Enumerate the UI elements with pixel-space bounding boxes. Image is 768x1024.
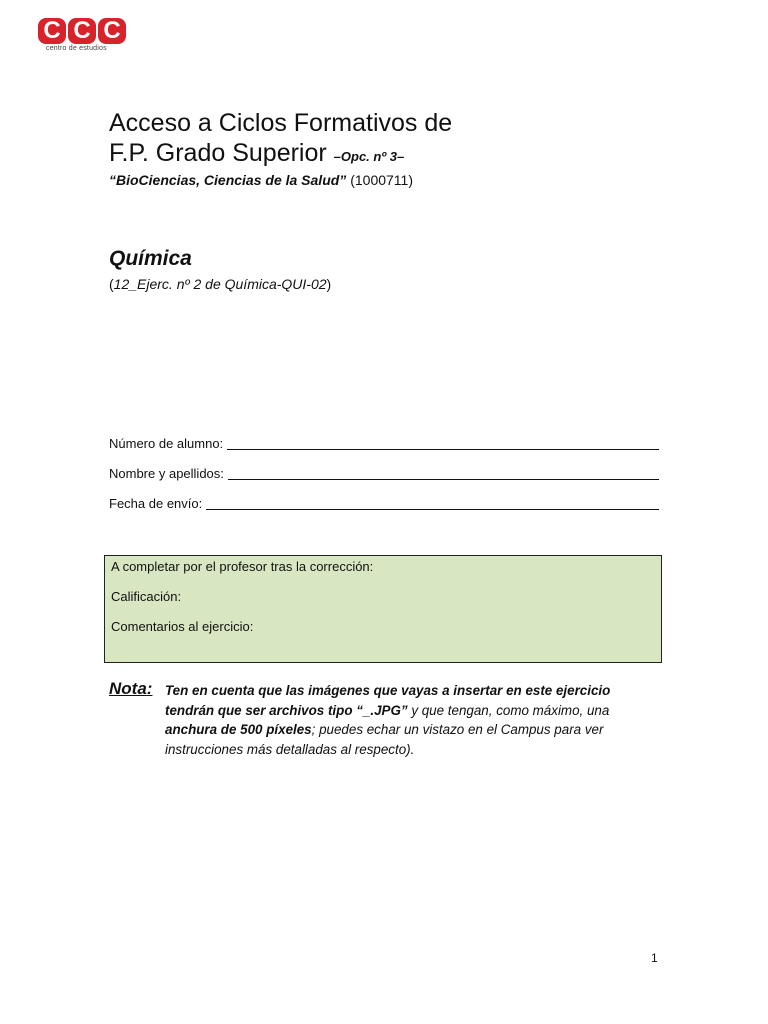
student-number-field[interactable] xyxy=(109,436,659,451)
teacher-grading-box[interactable] xyxy=(104,555,662,663)
note-part-2: y que tengan, como máximo, una xyxy=(407,702,610,718)
page-number: 1 xyxy=(651,951,658,965)
note-label-text: Nota xyxy=(109,679,147,698)
full-name-label: Nombre y apellidos: xyxy=(109,466,224,481)
logo-letters xyxy=(38,18,128,44)
option-number: –Opc. nº 3– xyxy=(333,149,405,164)
logo-letter: C xyxy=(98,18,126,44)
title-grade: F.P. Grado Superior xyxy=(109,139,327,167)
note-label xyxy=(109,679,152,699)
exercise-paren-open: ( xyxy=(109,276,114,292)
send-date-input-line[interactable] xyxy=(206,497,659,510)
note-part-3: anchura de 500 píxeles xyxy=(165,722,312,737)
send-date-label: Fecha de envío: xyxy=(109,496,203,511)
specialty-name: “BioCiencias, Ciencias de la Salud” xyxy=(109,172,347,188)
note-part-1: Ten en cuenta que las imágenes que vayas a insertar en este ejercicio tendrán que ser archivos tipo “_.JPG” xyxy=(165,683,611,718)
full-name-input-line[interactable] xyxy=(228,467,659,480)
title-line-2 xyxy=(109,138,452,172)
subject-title: Química xyxy=(109,247,192,270)
title-line-1: Acceso a Ciclos Formativos de xyxy=(109,109,453,137)
grading-intro: A completar por el profesor tras la corrección: xyxy=(111,559,374,574)
exercise-code: 12_Ejerc. nº 2 de Química-QUI-02 xyxy=(113,276,327,292)
note-label-colon: : xyxy=(146,679,153,698)
specialty-line xyxy=(109,172,413,188)
logo-letter: C xyxy=(68,18,96,44)
logo-letter: C xyxy=(38,18,66,44)
student-number-input-line[interactable] xyxy=(227,437,659,450)
ccc-logo xyxy=(38,18,128,58)
specialty-code: (1000711) xyxy=(350,172,413,188)
grade-label: Calificación: xyxy=(111,589,182,604)
note-part-4: ; puedes echar un vistazo en el Campus para ver instrucciones más detalladas al respecto). xyxy=(165,722,604,757)
comments-label: Comentarios al ejercicio: xyxy=(111,619,254,634)
full-name-field[interactable] xyxy=(109,466,659,481)
note-text xyxy=(165,681,655,759)
exercise-paren-close: ) xyxy=(326,276,332,292)
document-title xyxy=(109,108,452,172)
send-date-field[interactable] xyxy=(109,496,659,511)
exercise-reference xyxy=(109,276,331,292)
student-number-label: Número de alumno: xyxy=(109,436,224,451)
logo-tagline: centro de estudios xyxy=(46,45,107,52)
